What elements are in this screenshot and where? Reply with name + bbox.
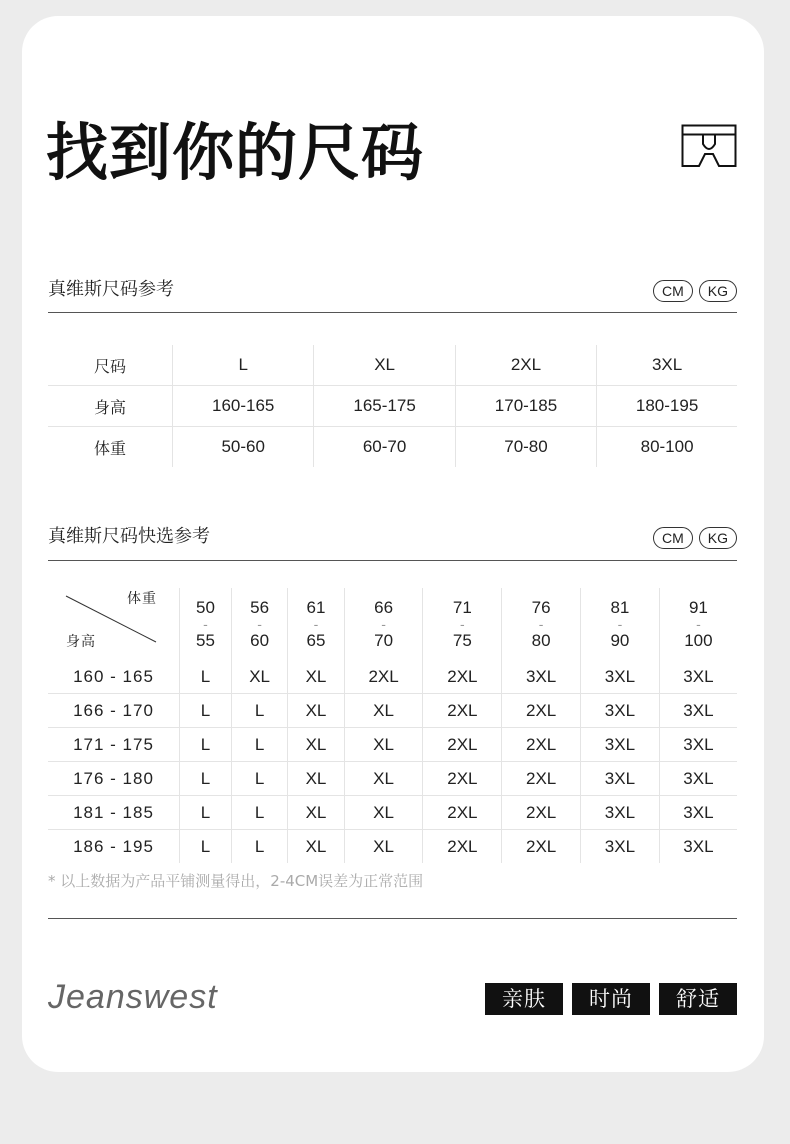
- size-cell: XL: [231, 660, 287, 694]
- weight-range-header: [502, 588, 581, 660]
- weight-to: 90: [610, 631, 630, 650]
- weight-from: 76: [531, 598, 551, 617]
- range-dash: -: [617, 616, 623, 632]
- range-dash: -: [381, 616, 386, 632]
- size-cell: 2XL: [344, 660, 423, 694]
- size-cell: L: [180, 660, 232, 694]
- table-cell: XL: [314, 345, 455, 386]
- weight-from: 91: [688, 598, 708, 617]
- size-cell: XL: [288, 660, 344, 694]
- table-cell: 2XL: [455, 345, 596, 386]
- table-row: [48, 796, 737, 830]
- size-cell: 2XL: [502, 694, 581, 728]
- size-cell: 2XL: [423, 694, 502, 728]
- size-cell: XL: [344, 728, 423, 762]
- size-cell: L: [231, 796, 287, 830]
- height-range-label: 160 - 165: [48, 660, 180, 694]
- page-title: 找到你的尺码: [46, 116, 425, 189]
- size-cell: 3XL: [659, 728, 737, 762]
- unit-cm-pill: CM: [653, 527, 693, 549]
- weight-range-header: [288, 588, 344, 660]
- range-dash: -: [203, 616, 208, 632]
- table-cell: 70-80: [455, 427, 596, 468]
- corner-header-cell: [48, 588, 180, 660]
- size-cell: 3XL: [659, 660, 737, 694]
- weight-to: 70: [374, 631, 394, 650]
- weight-from: 50: [196, 598, 215, 617]
- table-cell: 60-70: [314, 427, 455, 468]
- size-cell: L: [231, 830, 287, 864]
- weight-axis-label: 体重: [127, 591, 157, 607]
- table-cell: L: [173, 345, 314, 386]
- weight-to: 65: [306, 631, 326, 650]
- feature-badge: 时尚: [572, 983, 650, 1015]
- feature-badges: [485, 983, 737, 1015]
- weight-range-header: [231, 588, 287, 660]
- row-label: 身高: [48, 386, 173, 427]
- size-cell: XL: [288, 762, 344, 796]
- range-dash: -: [460, 616, 465, 632]
- size-cell: 2XL: [423, 830, 502, 864]
- range-dash: -: [313, 616, 319, 632]
- size-cell: XL: [344, 762, 423, 796]
- weight-range-header: [423, 588, 502, 660]
- height-range-label: 166 - 170: [48, 694, 180, 728]
- size-cell: 3XL: [659, 762, 737, 796]
- size-cell: 3XL: [659, 694, 737, 728]
- range-dash: -: [257, 616, 262, 632]
- height-range-label: 181 - 185: [48, 796, 180, 830]
- size-cell: 3XL: [581, 660, 660, 694]
- weight-to: 80: [531, 631, 551, 650]
- quick-size-table: [48, 588, 737, 863]
- unit-pills-2: [653, 527, 737, 549]
- table-row: [48, 762, 737, 796]
- table-cell: 170-185: [455, 386, 596, 427]
- table-header-row: [48, 588, 737, 660]
- table-cell: 50-60: [173, 427, 314, 468]
- size-cell: 2XL: [423, 728, 502, 762]
- size-cell: 2XL: [502, 728, 581, 762]
- table-cell: 80-100: [597, 427, 737, 468]
- brand-logo: Jeanswest: [48, 978, 218, 1016]
- section2-title: 真维斯尺码快选参考: [48, 526, 210, 547]
- table-cell: 3XL: [597, 345, 737, 386]
- size-cell: L: [231, 728, 287, 762]
- size-cell: L: [180, 694, 232, 728]
- size-cell: XL: [288, 694, 344, 728]
- weight-from: 71: [452, 598, 472, 617]
- range-dash: -: [538, 616, 544, 632]
- weight-from: 81: [610, 598, 630, 617]
- height-range-label: 186 - 195: [73, 836, 154, 856]
- size-cell: 2XL: [423, 660, 502, 694]
- table-row: [48, 386, 737, 427]
- size-cell: XL: [288, 830, 344, 864]
- size-cell: 3XL: [581, 728, 660, 762]
- weight-to: 55: [196, 631, 215, 650]
- table-row: [48, 427, 737, 468]
- section2-divider: [48, 560, 737, 561]
- weight-to: 60: [250, 631, 270, 650]
- size-cell: 3XL: [659, 796, 737, 830]
- underwear-icon: [681, 124, 737, 170]
- weight-to: 100: [684, 631, 713, 650]
- footnote: * 以上数据为产品平铺测量得出，2-4CM误差为正常范围: [48, 872, 424, 890]
- table-cell: 160-165: [173, 386, 314, 427]
- size-cell: 2XL: [502, 830, 581, 864]
- size-cell: 3XL: [581, 694, 660, 728]
- size-cell: 2XL: [423, 762, 502, 796]
- weight-from: 56: [250, 598, 270, 617]
- weight-range-header: [344, 588, 423, 660]
- feature-badge: 舒适: [659, 983, 737, 1015]
- table-row: [48, 660, 737, 694]
- table-row: [48, 345, 737, 386]
- table-row: [48, 694, 737, 728]
- size-cell: L: [180, 728, 232, 762]
- weight-from: 61: [306, 598, 326, 617]
- unit-kg-pill: KG: [699, 280, 737, 302]
- size-cell: 2XL: [502, 796, 581, 830]
- size-cell: XL: [344, 830, 423, 864]
- row-label: 体重: [93, 438, 126, 458]
- weight-from: 66: [374, 598, 394, 617]
- unit-pills-1: [653, 280, 737, 302]
- weight-to: 75: [452, 631, 472, 650]
- size-reference-table: [48, 345, 737, 467]
- size-cell: XL: [344, 796, 423, 830]
- footer-divider: [48, 918, 737, 919]
- size-cell: L: [180, 762, 232, 796]
- height-range-label: 171 - 175: [48, 728, 180, 762]
- size-cell: XL: [344, 694, 423, 728]
- size-cell: XL: [288, 728, 344, 762]
- weight-range-header: [581, 588, 660, 660]
- unit-kg-pill: KG: [699, 527, 737, 549]
- size-cell: L: [231, 694, 287, 728]
- row-label: 尺码: [48, 345, 173, 386]
- size-cell: L: [180, 830, 232, 864]
- unit-cm-pill: CM: [653, 280, 693, 302]
- table-row: [48, 830, 737, 864]
- size-cell: L: [180, 796, 232, 830]
- weight-range-header: [659, 588, 737, 660]
- height-axis-label: 身高: [66, 634, 96, 650]
- table-cell: 180-195: [597, 386, 737, 427]
- table-cell: 165-175: [314, 386, 455, 427]
- section1-title: 真维斯尺码参考: [48, 279, 174, 300]
- size-cell: 3XL: [581, 796, 660, 830]
- size-cell: L: [231, 762, 287, 796]
- size-cell: 3XL: [581, 830, 660, 864]
- feature-badge: 亲肤: [485, 983, 563, 1015]
- table-row: [48, 728, 737, 762]
- weight-range-header: [180, 588, 232, 660]
- section1-divider: [48, 312, 737, 313]
- size-cell: 2XL: [502, 762, 581, 796]
- size-cell: 3XL: [581, 762, 660, 796]
- size-cell: 3XL: [502, 660, 581, 694]
- size-cell: XL: [288, 796, 344, 830]
- height-range-label: 176 - 180: [48, 762, 180, 796]
- size-cell: 3XL: [659, 830, 737, 864]
- size-cell: 2XL: [423, 796, 502, 830]
- range-dash: -: [696, 616, 701, 632]
